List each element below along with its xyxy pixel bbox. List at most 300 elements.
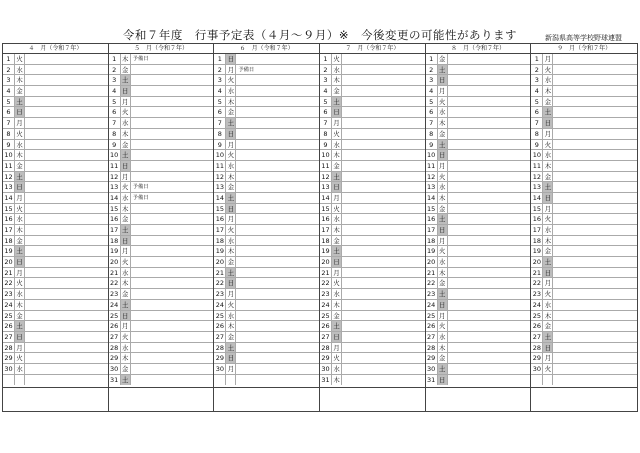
day-number: 18 — [3, 236, 15, 246]
day-row — [3, 353, 108, 364]
weekday: 土 — [226, 118, 236, 128]
weekday: 金 — [332, 86, 342, 96]
day-number: 25 — [426, 311, 438, 321]
event-text — [131, 65, 214, 75]
weekday: 土 — [332, 172, 342, 182]
day-number: 30 — [320, 364, 332, 374]
event-text — [448, 97, 531, 107]
day-row — [214, 289, 319, 300]
day-number: 10 — [214, 150, 226, 160]
weekday: 水 — [332, 289, 342, 299]
event-text — [25, 107, 108, 117]
day-row — [109, 343, 214, 354]
weekday: 日 — [543, 118, 553, 128]
day-row — [426, 54, 531, 65]
day-row — [426, 214, 531, 225]
weekday: 木 — [121, 353, 131, 363]
day-number: 1 — [3, 54, 15, 64]
weekday: 土 — [332, 97, 342, 107]
event-text — [342, 343, 425, 353]
event-text — [553, 129, 637, 139]
weekday: 火 — [543, 214, 553, 224]
weekday: 日 — [121, 86, 131, 96]
day-row — [320, 375, 425, 386]
day-number: 3 — [214, 75, 226, 85]
day-number: 21 — [531, 268, 543, 278]
day-row — [426, 257, 531, 268]
event-text — [448, 289, 531, 299]
weekday: 月 — [543, 54, 553, 64]
weekday: 日 — [226, 278, 236, 288]
event-text — [553, 97, 637, 107]
weekday: 月 — [15, 118, 25, 128]
weekday: 火 — [226, 300, 236, 310]
event-text — [236, 364, 319, 374]
event-text — [342, 311, 425, 321]
event-text — [448, 332, 531, 342]
event-text — [25, 300, 108, 310]
day-number: 20 — [531, 257, 543, 267]
event-text — [342, 278, 425, 288]
weekday: 月 — [543, 129, 553, 139]
day-number: 19 — [109, 246, 121, 256]
event-text — [553, 150, 637, 160]
weekday: 金 — [438, 278, 448, 288]
event-text — [25, 161, 108, 171]
day-row — [109, 257, 214, 268]
day-row — [214, 161, 319, 172]
weekday: 水 — [121, 343, 131, 353]
day-row — [3, 150, 108, 161]
weekday: 金 — [121, 65, 131, 75]
weekday: 水 — [15, 140, 25, 150]
day-row — [214, 332, 319, 343]
event-text — [342, 107, 425, 117]
day-row — [426, 236, 531, 247]
day-row — [214, 182, 319, 193]
day-number: 29 — [426, 353, 438, 363]
day-row — [426, 172, 531, 183]
day-row — [320, 150, 425, 161]
document-title: 令和７年度 行事予定表（４月～９月）※ 今後変更の可能性があります — [122, 28, 518, 42]
event-text — [236, 140, 319, 150]
event-text — [236, 278, 319, 288]
event-text — [236, 343, 319, 353]
weekday: 日 — [543, 343, 553, 353]
weekday: 水 — [332, 140, 342, 150]
weekday: 火 — [226, 75, 236, 85]
day-row — [426, 193, 531, 204]
weekday: 土 — [226, 193, 236, 203]
day-number: 6 — [214, 107, 226, 117]
event-text — [131, 246, 214, 256]
day-row — [214, 257, 319, 268]
day-row — [531, 343, 637, 354]
day-number: 4 — [109, 86, 121, 96]
weekday: 土 — [543, 257, 553, 267]
day-number: 24 — [214, 300, 226, 310]
day-row — [214, 300, 319, 311]
month-header: ５ 月（令和７年） — [109, 44, 214, 54]
month-column — [426, 44, 532, 387]
day-number: 2 — [109, 65, 121, 75]
weekday: 土 — [332, 321, 342, 331]
event-text — [25, 118, 108, 128]
day-row — [3, 236, 108, 247]
weekday: 火 — [332, 129, 342, 139]
day-number: 17 — [320, 225, 332, 235]
event-text — [448, 65, 531, 75]
event-text — [236, 193, 319, 203]
day-row — [109, 150, 214, 161]
day-row — [426, 65, 531, 76]
day-number: 27 — [426, 332, 438, 342]
day-row — [109, 375, 214, 386]
day-row — [531, 150, 637, 161]
event-text — [131, 204, 214, 214]
event-text — [448, 150, 531, 160]
event-text — [25, 289, 108, 299]
event-text — [236, 289, 319, 299]
day-number: 23 — [531, 289, 543, 299]
day-row — [109, 300, 214, 311]
day-row — [531, 225, 637, 236]
day-row — [531, 97, 637, 108]
weekday: 木 — [121, 204, 131, 214]
weekday: 火 — [543, 289, 553, 299]
event-text — [448, 268, 531, 278]
day-row — [3, 246, 108, 257]
event-text — [25, 353, 108, 363]
weekday: 金 — [438, 204, 448, 214]
event-text — [131, 86, 214, 96]
day-number: 27 — [109, 332, 121, 342]
day-number: 5 — [3, 97, 15, 107]
weekday: 日 — [121, 311, 131, 321]
event-text — [25, 75, 108, 85]
event-text — [25, 278, 108, 288]
day-row — [3, 54, 108, 65]
weekday: 水 — [15, 65, 25, 75]
day-row — [320, 86, 425, 97]
day-row — [426, 204, 531, 215]
event-text — [553, 321, 637, 331]
day-number: 11 — [426, 161, 438, 171]
day-number: 31 — [426, 375, 438, 386]
weekday: 水 — [226, 86, 236, 96]
day-number: 25 — [320, 311, 332, 321]
event-text — [236, 236, 319, 246]
footer-note — [531, 388, 637, 411]
event-text — [25, 364, 108, 374]
day-row — [109, 332, 214, 343]
weekday: 月 — [15, 193, 25, 203]
weekday: 木 — [332, 225, 342, 235]
weekday: 水 — [543, 300, 553, 310]
weekday: 金 — [543, 246, 553, 256]
weekday: 木 — [15, 300, 25, 310]
day-row — [320, 236, 425, 247]
weekday: 火 — [121, 257, 131, 267]
event-text — [131, 140, 214, 150]
day-row — [426, 278, 531, 289]
day-row — [3, 225, 108, 236]
event-text — [236, 182, 319, 192]
day-number: 8 — [3, 129, 15, 139]
day-row — [109, 236, 214, 247]
event-text — [553, 107, 637, 117]
day-number: 20 — [214, 257, 226, 267]
weekday: 土 — [15, 97, 25, 107]
event-text — [342, 257, 425, 267]
event-text — [553, 75, 637, 85]
event-text — [553, 236, 637, 246]
day-number: 21 — [426, 268, 438, 278]
weekday: 月 — [332, 118, 342, 128]
weekday: 木 — [332, 300, 342, 310]
weekday: 金 — [226, 332, 236, 342]
weekday: 水 — [332, 364, 342, 374]
footer-note — [3, 388, 109, 411]
event-text — [448, 161, 531, 171]
weekday: 火 — [121, 107, 131, 117]
day-number: 19 — [3, 246, 15, 256]
weekday: 土 — [121, 375, 131, 386]
event-text — [236, 54, 319, 64]
day-row — [3, 311, 108, 322]
day-number: 25 — [214, 311, 226, 321]
day-number: 26 — [320, 321, 332, 331]
event-text — [553, 161, 637, 171]
day-number: 23 — [3, 289, 15, 299]
weekday: 木 — [543, 86, 553, 96]
weekday: 木 — [226, 172, 236, 182]
weekday: 土 — [15, 321, 25, 331]
day-number: 21 — [109, 268, 121, 278]
day-row — [531, 236, 637, 247]
day-row — [214, 75, 319, 86]
day-number: 17 — [214, 225, 226, 235]
day-number: 15 — [214, 204, 226, 214]
event-text — [25, 246, 108, 256]
event-text — [131, 214, 214, 224]
day-row — [3, 129, 108, 140]
day-number: 12 — [109, 172, 121, 182]
weekday: 金 — [226, 107, 236, 117]
weekday: 土 — [438, 214, 448, 224]
event-text — [342, 353, 425, 363]
day-row — [320, 343, 425, 354]
event-text — [342, 172, 425, 182]
day-row — [109, 97, 214, 108]
event-text — [553, 343, 637, 353]
weekday: 火 — [226, 150, 236, 160]
event-text — [448, 107, 531, 117]
event-text — [25, 97, 108, 107]
weekday: 月 — [226, 364, 236, 374]
day-number: 11 — [3, 161, 15, 171]
weekday: 水 — [15, 214, 25, 224]
day-number: 25 — [3, 311, 15, 321]
day-number: 3 — [531, 75, 543, 85]
day-number: 24 — [109, 300, 121, 310]
day-row — [320, 311, 425, 322]
day-row — [320, 268, 425, 279]
day-number: 30 — [426, 364, 438, 374]
day-number — [214, 375, 226, 386]
weekday: 火 — [438, 246, 448, 256]
day-number: 23 — [320, 289, 332, 299]
event-text — [342, 150, 425, 160]
weekday: 月 — [121, 172, 131, 182]
day-number: 9 — [3, 140, 15, 150]
day-row — [320, 300, 425, 311]
day-number: 27 — [3, 332, 15, 342]
month-column — [214, 44, 320, 387]
day-row — [531, 54, 637, 65]
weekday — [226, 375, 236, 386]
day-row — [426, 75, 531, 86]
day-row — [426, 107, 531, 118]
day-number: 8 — [320, 129, 332, 139]
weekday: 金 — [332, 161, 342, 171]
event-text — [131, 161, 214, 171]
day-row — [214, 54, 319, 65]
day-row — [3, 375, 108, 386]
day-number — [3, 375, 15, 386]
day-number: 28 — [3, 343, 15, 353]
weekday: 火 — [543, 65, 553, 75]
day-row — [320, 289, 425, 300]
day-number: 28 — [214, 343, 226, 353]
event-text — [448, 172, 531, 182]
day-number: 12 — [3, 172, 15, 182]
weekday: 金 — [121, 140, 131, 150]
event-text — [342, 193, 425, 203]
event-text — [25, 65, 108, 75]
weekday: 日 — [332, 182, 342, 192]
weekday: 金 — [121, 214, 131, 224]
weekday: 水 — [438, 257, 448, 267]
event-text — [448, 75, 531, 85]
weekday: 月 — [543, 278, 553, 288]
day-number: 28 — [426, 343, 438, 353]
day-row — [320, 75, 425, 86]
event-text — [25, 375, 108, 386]
day-number: 21 — [214, 268, 226, 278]
day-number: 21 — [3, 268, 15, 278]
month-header: ９ 月（令和７年） — [531, 44, 637, 54]
day-number: 31 — [320, 375, 332, 386]
weekday: 火 — [438, 321, 448, 331]
weekday: 金 — [15, 161, 25, 171]
weekday: 火 — [121, 182, 131, 192]
day-number: 4 — [214, 86, 226, 96]
weekday: 土 — [543, 107, 553, 117]
day-row — [109, 140, 214, 151]
event-text — [25, 311, 108, 321]
day-number: 4 — [531, 86, 543, 96]
day-number: 26 — [531, 321, 543, 331]
event-text — [236, 107, 319, 117]
day-row — [320, 278, 425, 289]
day-row — [531, 65, 637, 76]
day-number: 21 — [320, 268, 332, 278]
month-column — [3, 44, 109, 387]
weekday: 日 — [438, 300, 448, 310]
day-row — [109, 268, 214, 279]
event-text — [553, 172, 637, 182]
day-number: 3 — [320, 75, 332, 85]
day-row — [320, 182, 425, 193]
event-text — [342, 54, 425, 64]
day-number: 29 — [3, 353, 15, 363]
day-row — [531, 353, 637, 364]
day-number: 25 — [531, 311, 543, 321]
day-number: 1 — [426, 54, 438, 64]
weekday: 月 — [438, 161, 448, 171]
day-row — [426, 289, 531, 300]
day-row — [531, 182, 637, 193]
weekday: 火 — [226, 225, 236, 235]
day-number: 15 — [3, 204, 15, 214]
weekday: 月 — [226, 65, 236, 75]
weekday: 木 — [15, 225, 25, 235]
event-text — [553, 214, 637, 224]
weekday: 水 — [15, 289, 25, 299]
weekday: 金 — [15, 236, 25, 246]
day-number: 10 — [109, 150, 121, 160]
weekday: 月 — [438, 311, 448, 321]
weekday: 水 — [226, 161, 236, 171]
event-text — [342, 332, 425, 342]
day-row — [3, 321, 108, 332]
day-row — [531, 204, 637, 215]
weekday: 木 — [438, 193, 448, 203]
day-row — [3, 161, 108, 172]
event-text — [131, 172, 214, 182]
weekday: 木 — [543, 236, 553, 246]
event-text — [236, 161, 319, 171]
day-number: 2 — [214, 65, 226, 75]
day-number: 20 — [426, 257, 438, 267]
weekday: 土 — [226, 343, 236, 353]
weekday: 日 — [438, 150, 448, 160]
day-number: 18 — [531, 236, 543, 246]
day-number: 28 — [320, 343, 332, 353]
event-text — [553, 300, 637, 310]
weekday: 日 — [15, 257, 25, 267]
weekday: 木 — [226, 246, 236, 256]
day-number: 8 — [109, 129, 121, 139]
event-text — [448, 236, 531, 246]
weekday: 土 — [121, 75, 131, 85]
weekday: 金 — [121, 364, 131, 374]
month-header: ４ 月（令和７年） — [3, 44, 108, 54]
event-text — [131, 107, 214, 117]
day-number: 31 — [109, 375, 121, 386]
day-number: 26 — [426, 321, 438, 331]
day-row — [214, 353, 319, 364]
day-row — [320, 65, 425, 76]
event-text — [236, 353, 319, 363]
day-row — [109, 65, 214, 76]
day-number: 6 — [426, 107, 438, 117]
event-text — [25, 54, 108, 64]
day-number: 14 — [531, 193, 543, 203]
day-row — [531, 193, 637, 204]
day-number: 6 — [531, 107, 543, 117]
